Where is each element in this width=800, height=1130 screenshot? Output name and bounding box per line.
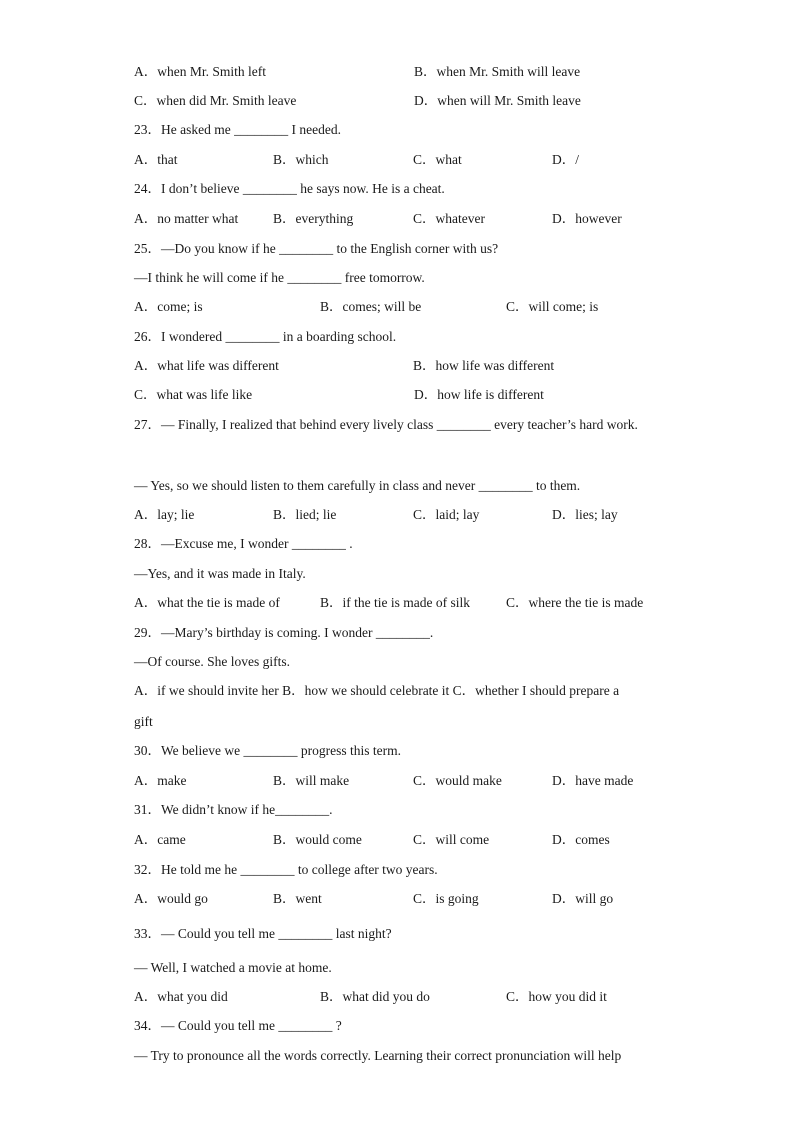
- answer-option: B．lied; lie: [273, 507, 337, 522]
- text-line: —Of course. She loves gifts.: [134, 654, 290, 669]
- answer-option: C．what: [413, 152, 462, 167]
- answer-option: D．/: [552, 152, 579, 167]
- text-line: — Well, I watched a movie at home.: [134, 960, 332, 975]
- text-line: 29．—Mary’s birthday is coming. I wonder ________.: [134, 625, 434, 640]
- text-line: — Yes, so we should listen to them carefully in class and never ________ to them.: [134, 478, 581, 493]
- text-line: —Yes, and it was made in Italy.: [134, 566, 306, 581]
- text-line: 32．He told me he ________ to college after two years.: [134, 862, 438, 877]
- answer-option: C．will come: [413, 832, 490, 847]
- answer-option: A．what life was different: [134, 358, 279, 373]
- answer-option: D．have made: [552, 773, 634, 788]
- answer-option: C．when did Mr. Smith leave: [134, 93, 297, 108]
- text-line: 27．— Finally, I realized that behind every lively class ________ every teacher’s hard work.: [134, 417, 638, 432]
- answer-option: A．come; is: [134, 299, 203, 314]
- answer-option: D．will go: [552, 891, 614, 906]
- text-line: 25．—Do you know if he ________ to the English corner with us?: [134, 241, 499, 256]
- text-line: gift: [134, 714, 153, 729]
- answer-option: D．however: [552, 211, 622, 226]
- answer-option: A．came: [134, 832, 186, 847]
- answer-option: D．when will Mr. Smith leave: [414, 93, 581, 108]
- text-line: 34．— Could you tell me ________ ?: [134, 1018, 342, 1033]
- text-line: A．if we should invite her B．how we should celebrate it C．whether I should prepare a: [134, 683, 620, 698]
- answer-option: B．if the tie is made of silk: [320, 595, 470, 610]
- answer-option: A．no matter what: [134, 211, 239, 226]
- answer-option: B．would come: [273, 832, 362, 847]
- answer-option: A．make: [134, 773, 187, 788]
- answer-option: B．what did you do: [320, 989, 430, 1004]
- answer-option: B．everything: [273, 211, 354, 226]
- answer-option: B．went: [273, 891, 322, 906]
- answer-option: C．is going: [413, 891, 479, 906]
- text-line: 26．I wondered ________ in a boarding school.: [134, 329, 397, 344]
- text-line: 33．— Could you tell me ________ last night?: [134, 926, 392, 941]
- answer-option: B．which: [273, 152, 329, 167]
- answer-option: C．how you did it: [506, 989, 607, 1004]
- answer-option: B．comes; will be: [320, 299, 422, 314]
- answer-option: B．how life was different: [413, 358, 555, 373]
- answer-option: A．would go: [134, 891, 208, 906]
- text-line: — Try to pronounce all the words correctly. Learning their correct pronunciation will help: [134, 1048, 622, 1063]
- answer-option: C．would make: [413, 773, 502, 788]
- answer-option: A．lay; lie: [134, 507, 195, 522]
- text-line: 30．We believe we ________ progress this term.: [134, 743, 401, 758]
- answer-option: B．when Mr. Smith will leave: [414, 64, 581, 79]
- answer-option: A．what you did: [134, 989, 228, 1004]
- answer-option: A．when Mr. Smith left: [134, 64, 266, 79]
- answer-option: C．laid; lay: [413, 507, 480, 522]
- text-line: 23．He asked me ________ I needed.: [134, 122, 341, 137]
- answer-option: C．whatever: [413, 211, 485, 226]
- answer-option: A．that: [134, 152, 178, 167]
- answer-option: D．lies; lay: [552, 507, 618, 522]
- text-line: 28．—Excuse me, I wonder ________ .: [134, 536, 353, 551]
- answer-option: B．will make: [273, 773, 350, 788]
- answer-option: C．what was life like: [134, 387, 253, 402]
- answer-option: D．comes: [552, 832, 610, 847]
- answer-option: C．will come; is: [506, 299, 599, 314]
- answer-option: C．where the tie is made: [506, 595, 644, 610]
- text-line: 31．We didn’t know if he________.: [134, 802, 333, 817]
- answer-option: A．what the tie is made of: [134, 595, 280, 610]
- text-line: 24．I don’t believe ________ he says now. He is a cheat.: [134, 181, 445, 196]
- text-line: —I think he will come if he ________ free tomorrow.: [134, 270, 425, 285]
- answer-option: D．how life is different: [414, 387, 544, 402]
